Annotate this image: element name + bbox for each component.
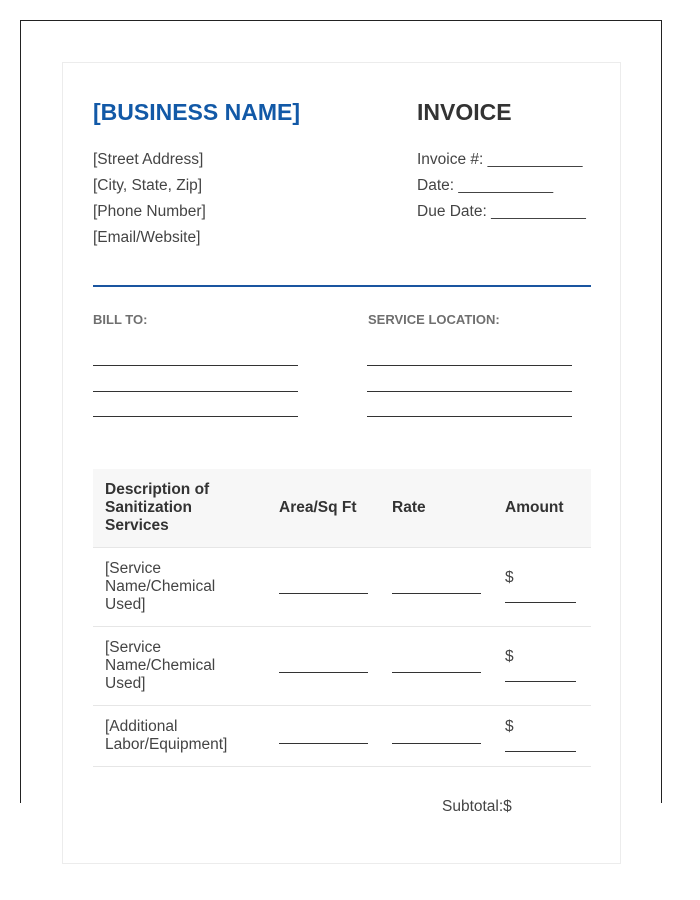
bill-to-line	[93, 391, 298, 392]
bill-to-line	[93, 416, 298, 417]
services-table	[93, 469, 591, 767]
rate-blank	[392, 593, 481, 594]
amount-symbol: $	[505, 648, 514, 665]
amount-symbol: $	[505, 718, 514, 735]
header-amount: Amount	[493, 469, 591, 548]
area-cell	[267, 706, 380, 767]
business-name: [BUSINESS NAME]	[93, 99, 301, 125]
amount-symbol: $	[505, 569, 514, 586]
area-cell	[267, 548, 380, 627]
table-header-row	[93, 469, 591, 548]
rate-blank	[392, 743, 481, 744]
service-location-line	[367, 416, 572, 417]
service-location-line	[367, 391, 572, 392]
amount-blank	[505, 602, 576, 603]
invoice-date-field: Date: ___________	[417, 177, 554, 194]
business-address	[93, 150, 206, 254]
rate-blank	[392, 672, 481, 673]
invoice-page	[62, 62, 621, 864]
service-location-line	[367, 365, 572, 366]
table-row	[93, 627, 591, 706]
bill-to-label: BILL TO:	[93, 312, 148, 327]
subtotal-label: Subtotal:$	[442, 798, 512, 815]
amount-blank	[505, 681, 576, 682]
bill-to-line	[93, 365, 298, 366]
email-website: [Email/Website]	[93, 229, 201, 246]
area-blank	[279, 672, 368, 673]
invoice-due-date-field: Due Date: ___________	[417, 203, 586, 220]
amount-cell	[493, 627, 591, 706]
city-state-zip: [City, State, Zip]	[93, 177, 203, 194]
row-description: [Service Name/Chemical Used]	[93, 627, 267, 706]
area-cell	[267, 627, 380, 706]
header-rate: Rate	[380, 469, 493, 548]
amount-blank	[505, 751, 576, 752]
phone-number: [Phone Number]	[93, 203, 206, 220]
document-frame	[20, 20, 662, 815]
area-blank	[279, 593, 368, 594]
header-divider	[93, 285, 591, 287]
rate-cell	[380, 548, 493, 627]
table-row	[93, 548, 591, 627]
header-area: Area/Sq Ft	[267, 469, 380, 548]
amount-cell	[493, 548, 591, 627]
amount-cell	[493, 706, 591, 767]
service-location-label: SERVICE LOCATION:	[368, 312, 500, 327]
invoice-title: INVOICE	[417, 99, 512, 125]
header-description: Description of Sanitization Services	[93, 469, 267, 548]
area-blank	[279, 743, 368, 744]
street-address: [Street Address]	[93, 151, 204, 168]
rate-cell	[380, 706, 493, 767]
invoice-meta	[417, 150, 586, 228]
invoice-number-field: Invoice #: ___________	[417, 151, 583, 168]
rate-cell	[380, 627, 493, 706]
row-description: [Service Name/Chemical Used]	[93, 548, 267, 627]
table-row	[93, 706, 591, 767]
row-description: [Additional Labor/Equipment]	[93, 706, 267, 767]
